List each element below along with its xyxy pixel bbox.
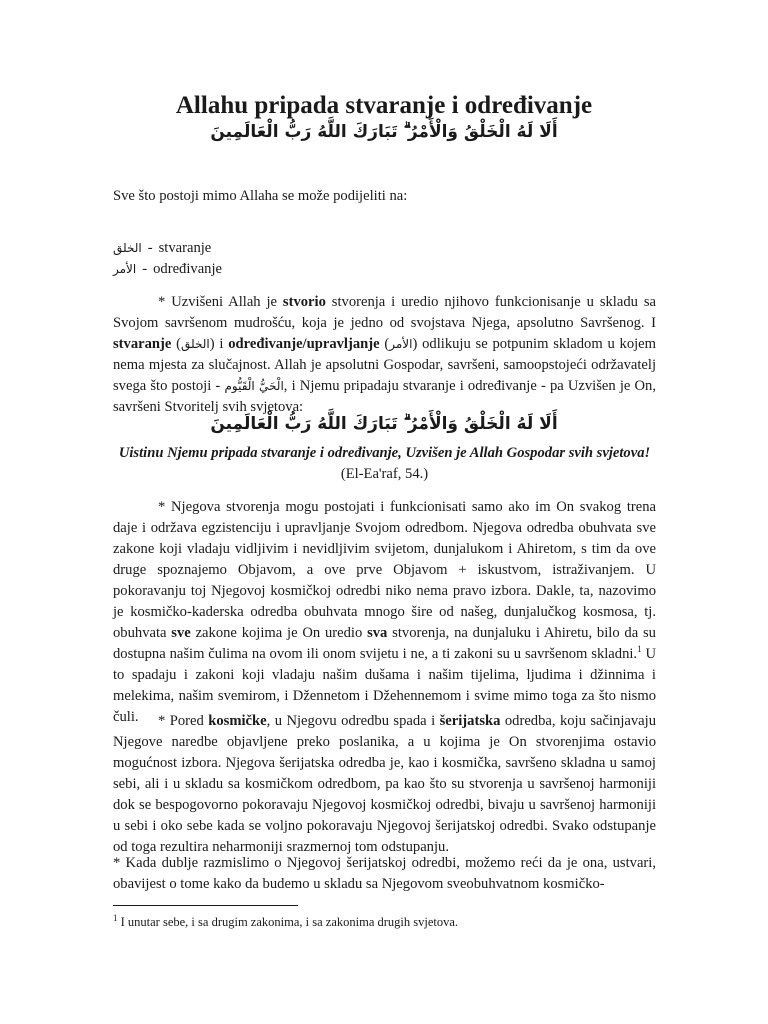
text-span: ( [379, 336, 390, 352]
text-span: ) odlikuju se potpunim skladom u kojem nema mjesta za slučajnost. Allah je apsolutni Gospodar, savršeni, samoopstojeći održavatelj svega što postoji - [113, 336, 657, 394]
verse-reference: (El-Ea'raf, 54.) [340, 466, 429, 482]
text-span: * Njegova stvorenja mogu postojati i funkcionisati samo ako im On svakog trena daje i održava egzistenciju i upravljanje Svojom odredbom. Njegova odredba obuhvata sve zakone koji vladaju vidljivim i nevidljivim svijetom, dunjalukom i Ahiretom, s tim da ove druge spoznajemo Objavom, a ove prve Objavom + iskustvom, istraživanjem. U pokoravanju toj Njegovoj kosmičkoj odredbi niko nema pravo izbora. Dakle, ta, nazovimo je kosmičko-kaderska odredba obuhvata mnogo šire od našeg, dunjalučkog kosmosa, tj. obuhvata [113, 499, 656, 641]
bold-text: sva [367, 625, 388, 641]
paragraph-4: * Kada dublje razmislimo o Njegovoj šerijatskoj odredbi, možemo reći da je ona, ustvari, obavijest o tome kako da budemo u skladu sa Njegovom sveobuhvatnom kosmičko- [113, 855, 656, 892]
verse-translation [113, 443, 656, 485]
bold-text: sve [171, 625, 191, 641]
bold-text: kosmičke [208, 713, 267, 729]
text-span: stvorenja i uredio njihovo funkcionisanje u skladu sa Svojom savršenom mudrošću, koja je jedno od svojstava Njega, apsolutno Savršenog. I [113, 294, 656, 331]
term-separator: - [142, 261, 148, 277]
page-title: Allahu pripada stvaranje i određivanje [175, 92, 593, 119]
intro-paragraph: Sve što postoji mimo Allaha se može podijeliti na: [113, 188, 408, 204]
term-row [113, 259, 222, 280]
verse-arabic-heading: أَلَا لَهُ الْخَلْقُ وَالْأَمْرُ ۗ تَبَارَكَ اللَّهُ رَبُّ الْعَالَمِينَ [210, 122, 558, 142]
footnote-number: 1 [113, 912, 118, 923]
footnote-divider [113, 905, 298, 906]
term-separator: - [147, 240, 153, 256]
bold-text: stvaranje [113, 336, 172, 352]
text-span: zakone kojima je On uredio [190, 625, 368, 641]
text-span: stvorenja, na dunjaluku i Ahiretu, bilo da su dostupna našim čulima na ovom ili onom svijetu i ne, a ti zakoni su u savršenom skladni. [113, 625, 656, 662]
footnote-text: I unutar sebe, i sa drugim zakonima, i sa zakonima drugih svjetova. [117, 915, 459, 929]
footnote-ref[interactable]: 1 [637, 644, 642, 655]
paragraph-3 [113, 711, 656, 858]
footnote [113, 912, 459, 930]
term-arabic: الخلق [113, 241, 142, 255]
inline-arabic: الخلق [181, 337, 210, 351]
text-span: ) i [209, 336, 229, 352]
text-span: * Pored [158, 713, 209, 729]
paragraph-2 [113, 497, 656, 728]
term-text: stvaranje [158, 240, 212, 256]
bold-text: stvorio [282, 294, 326, 310]
verse-arabic-inline: أَلَا لَهُ الْخَلْقُ وَالْأَمْرُ ۗ تَبَارَكَ اللَّهُ رَبُّ الْعَالَمِينَ [210, 414, 558, 434]
text-span: * Uzvišeni Allah je [158, 294, 283, 310]
bold-text: šerijatska [439, 713, 501, 729]
text-span: U to spadaju i zakoni koji vladaju našim dušama i našim tijelima, ljudima i džinnima i melekima, našim svemirom, i Džennetom i Džehennemom i svime mimo toga za što nismo čuli. [113, 646, 656, 725]
text-span: , i Njemu pripadaju stvaranje i određivanje - pa Uzvišen je On, savršeni Stvoritelj svih svjetova: [113, 378, 656, 415]
text-span: odredba, koju sačinjavaju Njegove naredbe objavljene preko poslanika, a u kojima je On stvorenjima ostavio mogućnost izbora. Njegova šerijatska odredba je, kao i kosmička, savršeno skladna u samoj sebi, ali i u skladu sa kosmičkom odredbom, pa kao što su stvorenja u savršenoj harmoniji dok se bespogovorno pokoravaju Njegovoj kosmičkoj odredbi, bivaju u savršenoj harmoniji u sebi i oko sebe kada se voljno pokoravaju Njegovoj šerijatskoj odredbi. Svako odstupanje od toga rezultira neharmoniji srazmernoj tom odstupanju. [113, 713, 656, 855]
text-span: , u Njegovu odredbu spada i [266, 713, 440, 729]
inline-arabic: الْحَيُّ الْقَيُّوم [224, 379, 284, 393]
terms-list [113, 238, 222, 280]
paragraph-1 [113, 292, 656, 418]
bold-text: određivanje/upravljanje [228, 336, 380, 352]
inline-arabic: الأمر [389, 337, 413, 351]
text-span: ( [171, 336, 182, 352]
term-arabic: الأمر [113, 262, 137, 276]
term-text: određivanje [153, 261, 222, 277]
translation-text: Uistinu Njemu pripada stvaranje i određivanje, Uzvišen je Allah Gospodar svih svjetova! [118, 445, 651, 461]
term-row [113, 238, 222, 259]
